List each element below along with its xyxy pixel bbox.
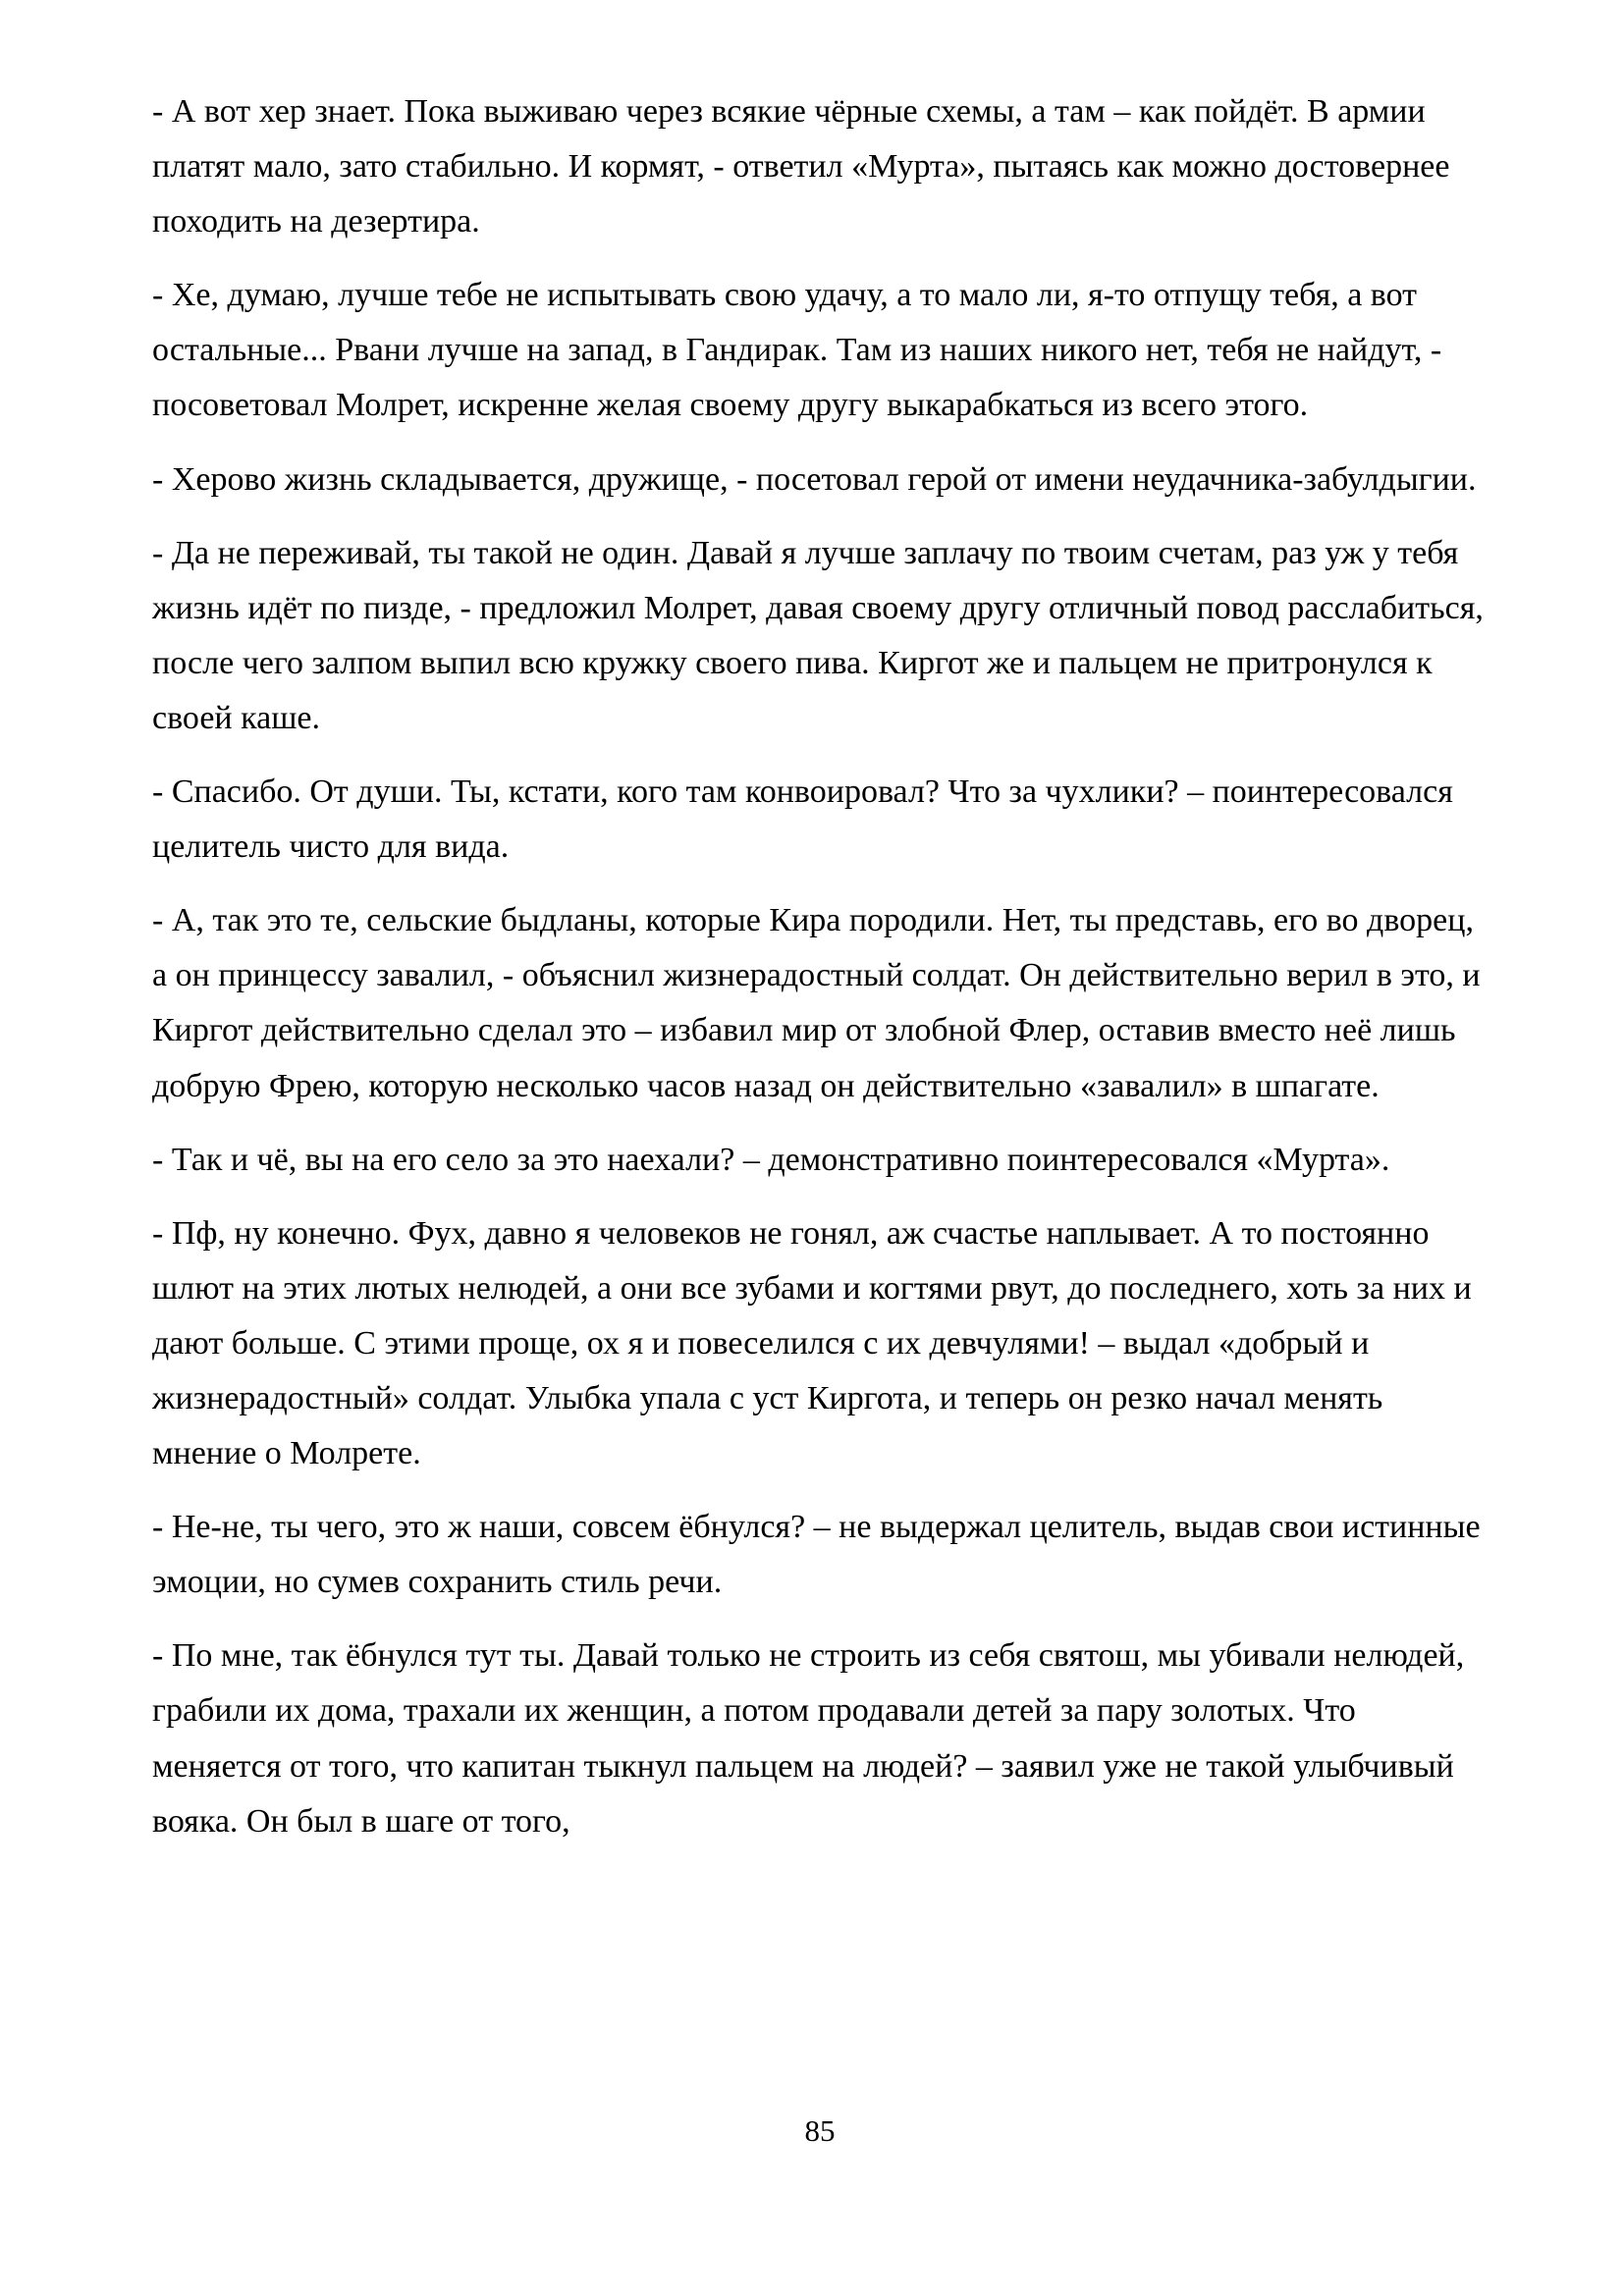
paragraph: - Херово жизнь складывается, дружище, - посетовал герой от имени неудачника-забулдыгии. xyxy=(152,460,1477,498)
paragraph: - А вот хер знает. Пока выживаю через всякие чёрные схемы, а там – как пойдёт. В армии платят мало, зато стабильно. И кормят, - ответил «Мурта», пытаясь как можно достовернее походить на дезертира. xyxy=(152,93,1450,240)
paragraph: - Хе, думаю, лучше тебе не испытывать свою удачу, а то мало ли, я-то отпущу тебя, а вот остальные... Рвани лучше на запад, в Гандирак. Там из наших никого нет, тебя не найдут, - посоветовал Молрет, искренне желая своему другу выкарабкаться из всего этого. xyxy=(152,277,1442,424)
paragraph: - Пф, ну конечно. Фух, давно я человеков не гонял, аж счастье наплывает. А то постоянно шлют на этих лютых нелюдей, а они все зубами и когтями рвут, до последнего, хоть за них и дают больше. С этими проще, ох я и повеселился с их девчулями! – выдал «добрый и жизнерадостный» солдат. Улыбка упала с уст Киргота, и теперь он резко начал менять мнение о Молрете. xyxy=(152,1214,1472,1472)
paragraph: - Да не переживай, ты такой не один. Давай я лучше заплачу по твоим счетам, раз уж у тебя жизнь идёт по пизде, - предложил Молрет, давая своему другу отличный повод расслабиться, после чего залпом выпил всю кружку своего пива. Киргот же и пальцем не притронулся к своей каше. xyxy=(152,534,1484,736)
page-text-block xyxy=(152,84,1488,1868)
paragraph: - Спасибо. От души. Ты, кстати, кого там конвоировал? Что за чухлики? – поинтересовался целитель чисто для вида. xyxy=(152,774,1453,866)
paragraph: - Так и чё, вы на его село за это наехали? – демонстративно поинтересовался «Мурта». xyxy=(152,1141,1390,1178)
page-number: 85 xyxy=(804,2113,836,2148)
paragraph: - А, так это те, сельские быдланы, которые Кира породили. Нет, ты представь, его во дворец, а он принцессу завалил, - объяснил жизнерадостный солдат. Он действительно верил в это, и Киргот действительно сделал это – избавил мир от злобной Флер, оставив вместо неё лишь добрую Фрею, которую несколько часов назад он действительно «завалил» в шпагате. xyxy=(152,902,1481,1104)
paragraph: - По мне, так ёбнулся тут ты. Давай только не строить из себя святош, мы убивали нелюдей, грабили их дома, трахали их женщин, а потом продавали детей за пару золотых. Что меняется от того, что капитан тыкнул пальцем на людей? – заявил уже не такой улыбчивый вояка. Он был в шаге от того, xyxy=(152,1637,1465,1840)
paragraph: - Не-не, ты чего, это ж наши, совсем ёбнулся? – не выдержал целитель, выдав свои истинные эмоции, но сумев сохранить стиль речи. xyxy=(152,1509,1481,1601)
